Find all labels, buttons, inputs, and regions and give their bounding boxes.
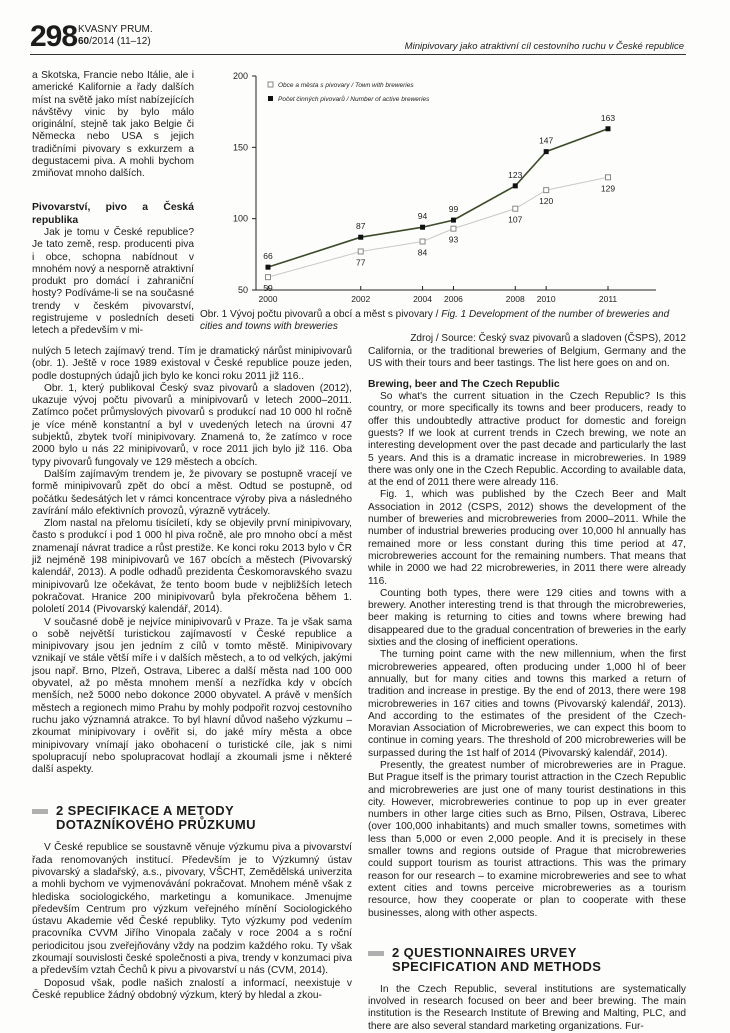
section-heading-en-line2: SPECIFICATION AND METHODS xyxy=(392,958,602,974)
intro-text: a Skotska, Francie nebo Itálie, ale i americké Kalifornie a řady dalších míst na světě jako míst nabízejících návštěvy vinic by bylo málo originální, stejně tak jako Belgie či Německa nebo USA s jejich tradičními pivovary s exkurzem a degustacemi piva. A mohli bychom zmiňovat mnoho dalších. xyxy=(32,70,194,180)
data-point-active-breweries xyxy=(358,235,363,240)
caption-english: Fig. 1 Development of the number of breweries and cities and towns with breweries xyxy=(200,309,670,332)
series-line xyxy=(268,177,608,277)
x-tick-label: 2000 xyxy=(258,294,278,304)
data-label: 77 xyxy=(355,257,366,268)
section-paragraph-cz: V České republice se soustavně věnuje výzkumu piva a pivovarství řada renomovaných institucí. Především je to Výzkumný ústav pivovarský a sladařský, a.s., pivovary, VŠCHT, Zemědělská univerzita a mohli bychom ve vyjmenovávání pokračovat. Mnohem méně však z hlediska sociologického, marketingu a komunikace. Jmenujme především Centrum pro výzkum veřejného mínění Sociologického ústavu Akademie věd České republiky. Tyto výzkumy pod vedením pracovníka CVVM Jiřího Vinopala začaly v roce 2004 a s roční periodicitou jsou zveřejňovány vždy na podzim každého roku. Ty však zkoumají souvislosti české společnosti a piva, trendy v konzumaci piva a především vztah Čechů k pivu a pivovarství u nás (CVM, 2014). xyxy=(32,842,352,977)
journal-issue xyxy=(78,36,151,47)
section-paragraph-cz: Doposud však, podle našich znalostí a informací, neexistuje v České republice žádný obdobný výzkum, který by hledal a zkou- xyxy=(32,977,352,1001)
y-tick-label: 50 xyxy=(237,285,248,295)
caption-czech: Obr. 1 Vývoj počtu pivovarů a obcí a měst s pivovary / xyxy=(200,309,442,320)
data-point-active-breweries xyxy=(451,218,456,223)
data-labels xyxy=(263,113,615,293)
data-point-towns xyxy=(420,239,425,244)
legend-label: Počet činných pivovarů / Number of active breweries xyxy=(278,96,430,103)
running-title: Minipivovary jako atraktivní cíl cestovního ruchu v České republice xyxy=(404,41,684,52)
x-tick-label: 2002 xyxy=(351,294,371,304)
data-label: 163 xyxy=(600,112,616,123)
body-paragraph-cz: Obr. 1, který publikoval Český svaz pivovarů a sladoven (2012), ukazuje vývoj počtu pivovarů a minipivovarů v letech 2000–2011. Zatímco počet průmyslových pivovarů s produkcí nad 10 000 hl ročně je více méně konstantní a byl v uvedených letech na úrovni 47 subjektů, zbytek tvoří minipivovary. Znamená to, že zatímco v roce 2000 bylo u nás 22 minipivovarů, v roce 2011 jich bylo již 116. Oba typy pivovarů fungovaly ve 129 městech a obcích. xyxy=(32,382,352,468)
x-tick-label: 2004 xyxy=(413,294,433,304)
legend-label: Obce a města s pivovary / Town with breweries xyxy=(278,82,414,89)
data-label: 129 xyxy=(600,183,616,194)
data-point-active-breweries xyxy=(513,183,518,188)
section-marker xyxy=(368,951,384,956)
section-heading-cz-line2: DOTAZNÍKOVÉHO PRŮZKUMU xyxy=(56,817,256,833)
data-point-active-breweries xyxy=(544,149,549,154)
section-heading-en-line1: 2 QUESTIONNAIRES URVEY xyxy=(392,944,577,960)
data-label: 123 xyxy=(508,169,523,180)
issue-volume: 60 xyxy=(78,36,90,47)
data-label: 99 xyxy=(448,204,459,215)
legend-marker xyxy=(268,82,273,87)
data-label: 147 xyxy=(539,135,554,146)
section-heading-cz-line1: 2 SPECIFIKACE A METODY xyxy=(56,803,235,819)
subsection-paragraph-en: The turning point came with the new millennium, when the first microbreweries appeared, often producing under 1,000 hl of beer annually, but for many cities and towns this marked a return of tradition and increase in prestige. By the end of 2013, there were 198 microbreweries in 167 cities and towns (Pivovarský kalendář, 2013). And according to the estimates of the president of the Czech-Moravian Association of Microbreweries, we can expect this boom to continue in coming years. The threshold of 200 microbreweries will be surpassed during the 1st half of 2014 (Pivovarský kalendář, 2014). xyxy=(368,649,686,759)
subsection-cz xyxy=(32,202,194,338)
data-label: 84 xyxy=(417,247,428,258)
caption-source: Zdroj / Source: Český svaz pivovarů a sladoven (ČSPS), 2012 xyxy=(410,333,686,344)
series-line xyxy=(268,129,608,267)
section-marker xyxy=(32,809,48,814)
left-column-body xyxy=(32,346,352,1002)
data-point-towns xyxy=(544,188,549,193)
data-point-towns xyxy=(266,275,271,280)
x-tick-label: 2011 xyxy=(598,294,618,304)
data-label: 93 xyxy=(448,234,459,245)
section-heading-cz xyxy=(32,804,352,832)
page-number: 298 xyxy=(30,20,78,53)
subsection-paragraph-cz: Jak je tomu v České republice? Je tato země, resp. producenti piva i obce, schopna nabídnout v mnohém nový a nesporně atraktivní produkt pro domácí i zahraniční hosty? Podíváme-li se na současné trendy v českém pivovarství, registrujeme v posledních deseti letech a především v mi- xyxy=(32,227,194,337)
body-paragraph-cz: V současné době je nejvíce minipivovarů v Praze. Ta je však sama o sobě největší turistickou zajímavostí v České republice a minipivovary jsou jen jedním z cílů v tomto městě. Minipivovary vznikají ve stále větší míře i v dalších městech, a to od velkých, jakými jsou např. Brno, Plzeň, Ostrava, Liberec a další města nad 100 000 obyvatel, až po města mnohem menší a nezřídka kdy v obcích menších, než 5000 nebo dokonce 2000 obyvatel. A právě v menších městech a regionech mimo Prahu by mohly podpořit rozvoj cestovního ruchu jako významná atrakce. To byl hlavní důvod našeho výzkumu – zkoumat minipivovary i ověřit si, do jaké míry města a obce minipivovary vnímají jako obohacení o turistické cíle, jak s nimi spolupracují nebo spolupracovat hodlají a zkoumali jsme i některé další aspekty. xyxy=(32,616,352,776)
subsection-paragraph-en: Fig. 1, which was published by the Czech Beer and Malt Association in 2012 (CSPS, 2012) shows the development of the number of breweries and microbreweries from 2000–2011. While the number of industrial breweries producing over 10,000 hl annually has remained more or less constant during this time period at 47, microbreweries account for the remaining numbers. That means that while in 2000 we had 22 microbreweries, in 2011 there were already 116. xyxy=(368,489,686,587)
right-column-body xyxy=(368,346,686,1033)
section-paragraph-en: In the Czech Republic, several institutions are systematically involved in research focused on beer and beer brewing. The main institution is the Research Institute of Brewing and Malting, PLC, and there are also several standard marketing organizations. Fur- xyxy=(368,983,686,1032)
body-paragraph-cz: nulých 5 letech zajímavý trend. Tím je dramatický nárůst minipivovarů (obr. 1). Ještě v roce 1989 existoval v České republice pouze jeden, podle dostupných údajů jich bylo ke konci roku 2011 již 116.. xyxy=(32,346,352,382)
data-point-active-breweries xyxy=(606,126,611,131)
series-markers xyxy=(266,126,611,279)
y-ticks xyxy=(233,71,256,295)
y-tick-label: 150 xyxy=(232,142,248,153)
data-point-towns xyxy=(358,249,363,254)
subsection-heading-cz: Pivovarství, pivo a Česká republika xyxy=(32,202,194,226)
data-label: 94 xyxy=(417,211,428,222)
chart-svg xyxy=(196,66,686,306)
figure-caption xyxy=(200,309,686,345)
data-label: 120 xyxy=(539,196,554,207)
x-tick-label: 2008 xyxy=(505,294,525,304)
journal-name: KVASNY PRUM. xyxy=(78,24,153,35)
chart-legend xyxy=(268,82,430,103)
data-point-towns xyxy=(513,206,518,211)
series-lines xyxy=(268,129,608,277)
subsection-paragraph-en: Counting both types, there were 129 cities and towns with a brewery. Another interesting trend is that through the microbreweries, beer making is returning to cities and towns where brewing had disappeared due to the gradual concentration of breweries in the early sixties and the closing of inefficient operations. xyxy=(368,587,686,649)
x-tick-label: 2010 xyxy=(536,294,556,304)
y-tick-label: 200 xyxy=(232,71,248,81)
x-ticks xyxy=(259,286,618,304)
subsection-paragraph-en: So what's the current situation in the Czech Republic? Is this country, or more specifically its towns and beer producers, ready to offer this undoubtedly attractive product for domestic and foreign guests? If we look at current trends in Czech brewing, we note an interesting development over the past decade and particularly the last 5 years. And this is a dramatic increase in microbreweries. In 1989 there was only one in the Czech Republic. According to available data, at the end of 2011 there were already 116. xyxy=(368,391,686,489)
y-tick-label: 100 xyxy=(232,213,248,224)
intro-paragraph-cz xyxy=(32,70,194,181)
data-point-active-breweries xyxy=(266,265,271,270)
data-point-towns xyxy=(606,175,611,180)
data-label: 59 xyxy=(263,283,273,294)
figure-1-chart xyxy=(196,66,686,311)
header-rule xyxy=(30,54,686,55)
data-point-active-breweries xyxy=(420,225,425,230)
legend-marker xyxy=(268,96,273,101)
data-label: 107 xyxy=(508,214,523,225)
body-paragraph-cz: Dalším zajímavým trendem je, že pivovary se postupně vracejí ve formě minipivovarů zpět do obcí a měst. Odtud se postupně, od počátku šedesátých let v rámci koncentrace výroby piva a následného zavírání málo efektivních provozů, výrazně vytrácely. xyxy=(32,468,352,517)
subsection-paragraph-en: Presently, the greatest number of microbreweries are in Prague. But Prague itself is the primary tourist attraction in the Czech Republic and microbreweries are just one of many tourist destinations in this city. However, microbreweries continue to pop up in ever greater numbers in other large cities such as Brno, Pilsen, Ostrava, Liberec (over 100,000 inhabitants) and much smaller towns, sometimes with less than 5,000 or even 2,000 people. And it is precisely in these smaller towns and regions outside of Prague that microbreweries could support tourism as tourist attractions. This was the primary reason for our research – to examine microbreweries and see to what extent cities and towns perceive microbreweries as a tourism resource, how they cooperate or plan to cooperate with these businesses, along with other aspects. xyxy=(368,760,686,919)
data-label: 66 xyxy=(263,251,273,262)
issue-year: /2014 (11–12) xyxy=(89,36,151,47)
x-tick-label: 2006 xyxy=(443,294,463,304)
subsection-heading-en: Brewing, beer and The Czech Republic xyxy=(368,378,560,390)
body-paragraph-cz: Zlom nastal na přelomu tisíciletí, kdy se objevily první minipivovary, často s produkcí i pod 1 000 hl piva ročně, ale pro mnoho obcí a měst znamenají návrat tradice a růst prestiže. Ke konci roku 2013 bylo v ČR již nejméně 198 minipivovarů ve 167 obcích a městech (Pivovarský kalendář, 2013). A podle odhadů prezidenta Českomoravského svazu minipivovarů lze očekávat, že tento boom bude v nejbližších letech pokračovat. Hranice 200 minipivovarů byla překročena během 1. pololetí 2014 (Pivovarský kalendář, 2014). xyxy=(32,518,352,616)
data-point-towns xyxy=(451,226,456,231)
section-heading-en xyxy=(368,946,686,974)
data-label: 87 xyxy=(355,221,366,232)
body-paragraph-en: California, or the traditional breweries of Belgium, Germany and the US with their tours and beer tastings. The list here goes on and on. xyxy=(368,346,686,370)
